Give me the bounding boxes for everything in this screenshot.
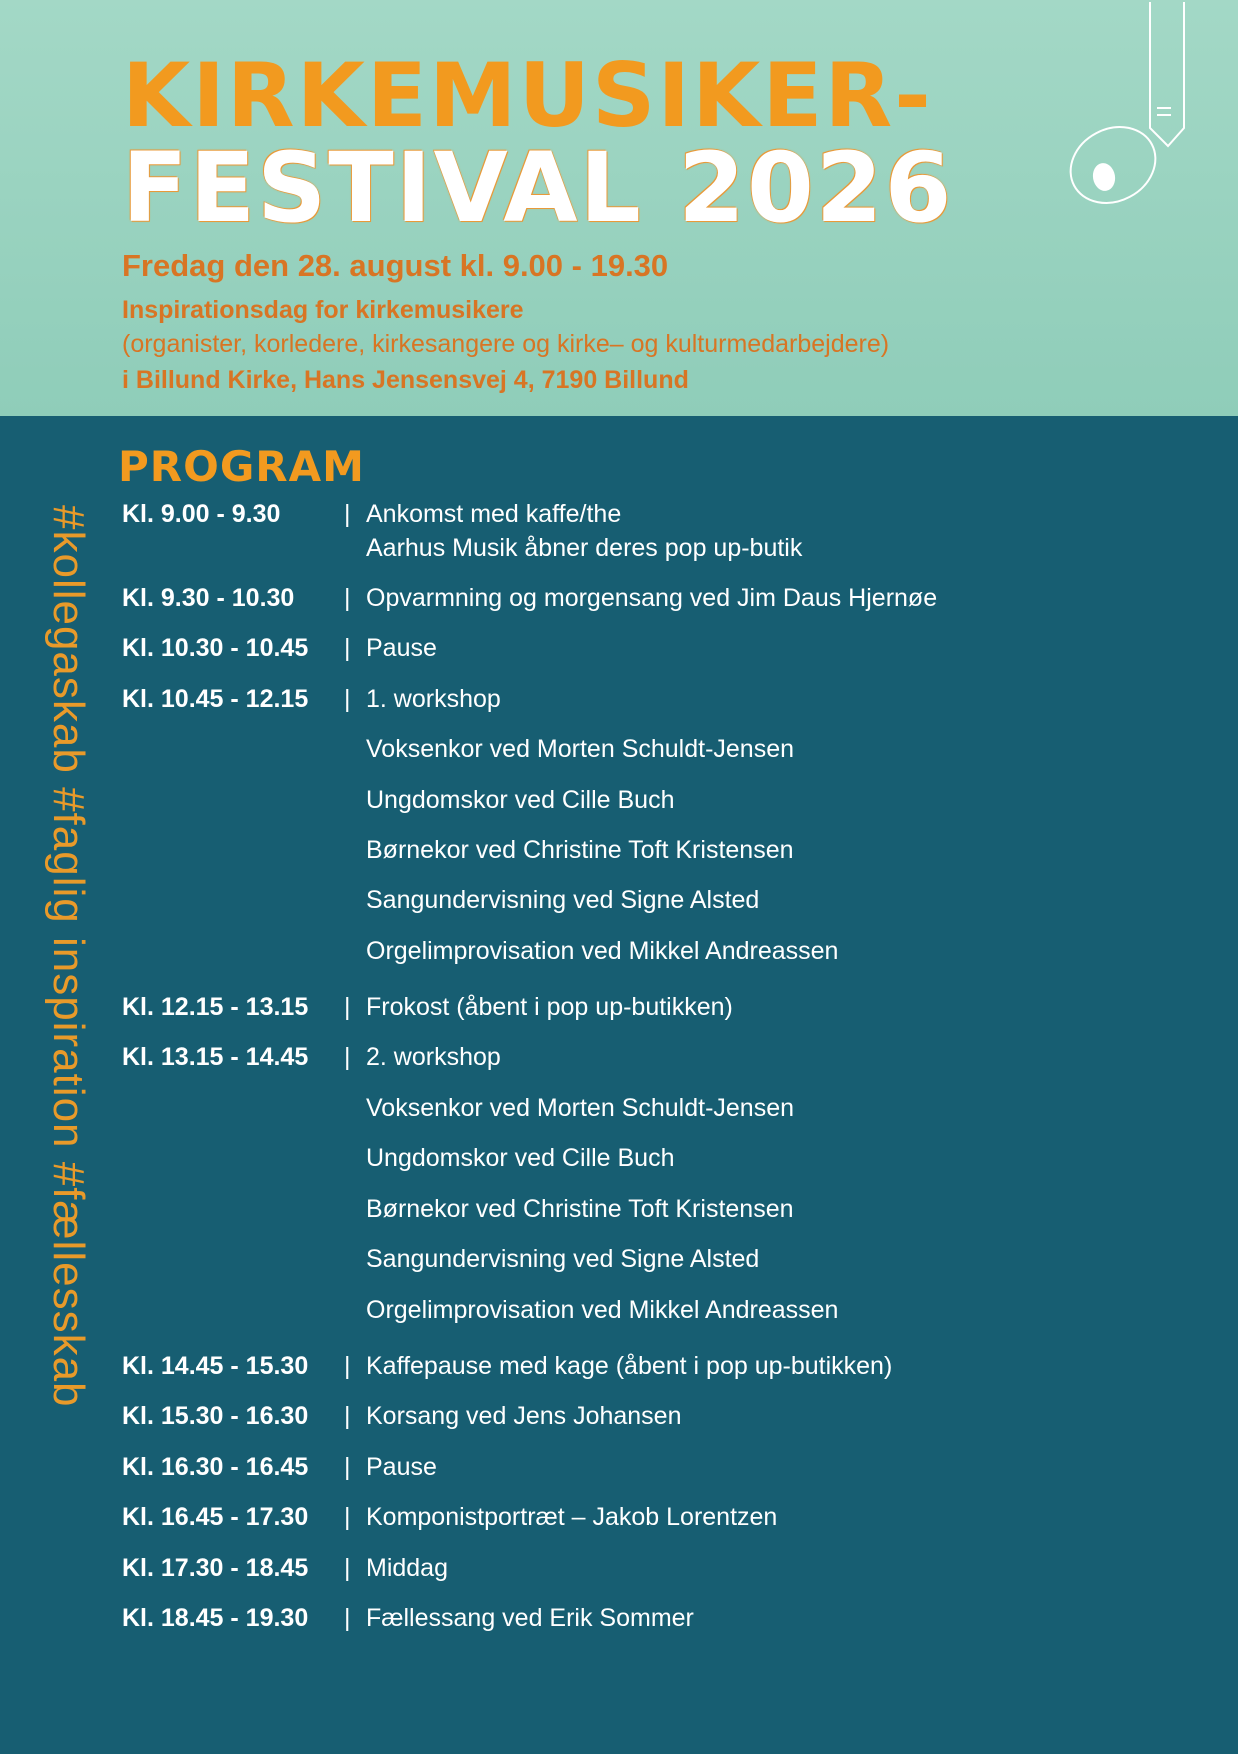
row-activity: 2. workshop bbox=[366, 1043, 501, 1071]
row-time: Kl. 10.30 - 10.45 bbox=[122, 634, 309, 662]
row-activity: Opvarmning og morgensang ved Jim Daus Hjernøe bbox=[366, 584, 938, 612]
row-separator: | bbox=[344, 1402, 351, 1430]
workshop2-item: Orgelimprovisation ved Mikkel Andreassen bbox=[366, 1296, 839, 1324]
event-subtitle: Inspirationsdag for kirkemusikere bbox=[122, 296, 524, 324]
row-time: Kl. 15.30 - 16.30 bbox=[122, 1402, 309, 1430]
title-line-2: FESTIVAL 2026 bbox=[122, 132, 954, 244]
row-time: Kl. 9.30 - 10.30 bbox=[122, 584, 295, 612]
row-activity: Kaffepause med kage (åbent i pop up-butikken) bbox=[366, 1352, 893, 1380]
row-separator: | bbox=[344, 685, 351, 713]
workshop1-item: Børnekor ved Christine Toft Kristensen bbox=[366, 836, 794, 864]
workshop2-item: Ungdomskor ved Cille Buch bbox=[366, 1144, 675, 1172]
row-time: Kl. 12.15 - 13.15 bbox=[122, 993, 309, 1021]
row-activity: Komponistportræt – Jakob Lorentzen bbox=[366, 1503, 778, 1531]
row-time: Kl. 14.45 - 15.30 bbox=[122, 1352, 309, 1380]
row-time: Kl. 9.00 - 9.30 bbox=[122, 500, 281, 528]
row-separator: | bbox=[344, 1453, 351, 1481]
row-activity: Fællessang ved Erik Sommer bbox=[366, 1604, 694, 1632]
row-separator: | bbox=[344, 634, 351, 662]
row-time: Kl. 18.45 - 19.30 bbox=[122, 1604, 309, 1632]
row-activity: Ankomst med kaffe/the bbox=[366, 500, 622, 528]
row-separator: | bbox=[344, 1043, 351, 1071]
row-activity: Frokost (åbent i pop up-butikken) bbox=[366, 993, 733, 1021]
workshop2-item: Voksenkor ved Morten Schuldt-Jensen bbox=[366, 1094, 795, 1122]
row-time: Kl. 17.30 - 18.45 bbox=[122, 1554, 309, 1582]
workshop1-item: Sangundervisning ved Signe Alsted bbox=[366, 886, 760, 914]
row-separator: | bbox=[344, 1503, 351, 1531]
workshop2-item: Børnekor ved Christine Toft Kristensen bbox=[366, 1195, 794, 1223]
row-activity-2: Aarhus Musik åbner deres pop up-butik bbox=[366, 534, 803, 562]
event-location: i Billund Kirke, Hans Jensensvej 4, 7190 Billund bbox=[122, 366, 689, 394]
event-audience: (organister, korledere, kirkesangere og kirke– og kulturmedarbejdere) bbox=[122, 330, 890, 358]
row-activity: Middag bbox=[366, 1554, 448, 1582]
row-activity: Pause bbox=[366, 634, 437, 662]
row-separator: | bbox=[344, 1604, 351, 1632]
music-note-icon bbox=[1058, 0, 1188, 210]
row-time: Kl. 10.45 - 12.15 bbox=[122, 685, 309, 713]
workshop1-item: Ungdomskor ved Cille Buch bbox=[366, 786, 675, 814]
program-title: PROGRAM bbox=[118, 442, 365, 491]
event-date: Fredag den 28. august kl. 9.00 - 19.30 bbox=[122, 248, 669, 283]
workshop1-item: Voksenkor ved Morten Schuldt-Jensen bbox=[366, 735, 795, 763]
row-time: Kl. 13.15 - 14.45 bbox=[122, 1043, 309, 1071]
row-separator: | bbox=[344, 584, 351, 612]
row-activity: Pause bbox=[366, 1453, 437, 1481]
row-time: Kl. 16.45 - 17.30 bbox=[122, 1503, 309, 1531]
row-separator: | bbox=[344, 500, 351, 528]
row-separator: | bbox=[344, 993, 351, 1021]
row-time: Kl. 16.30 - 16.45 bbox=[122, 1453, 309, 1481]
header-band bbox=[0, 0, 1238, 416]
row-activity: Korsang ved Jens Johansen bbox=[366, 1402, 682, 1430]
row-activity: 1. workshop bbox=[366, 685, 501, 713]
workshop2-item: Sangundervisning ved Signe Alsted bbox=[366, 1245, 760, 1273]
row-separator: | bbox=[344, 1554, 351, 1582]
title-line-1: KIRKEMUSIKER- bbox=[122, 44, 933, 147]
row-separator: | bbox=[344, 1352, 351, 1380]
workshop1-item: Orgelimprovisation ved Mikkel Andreassen bbox=[366, 937, 839, 965]
